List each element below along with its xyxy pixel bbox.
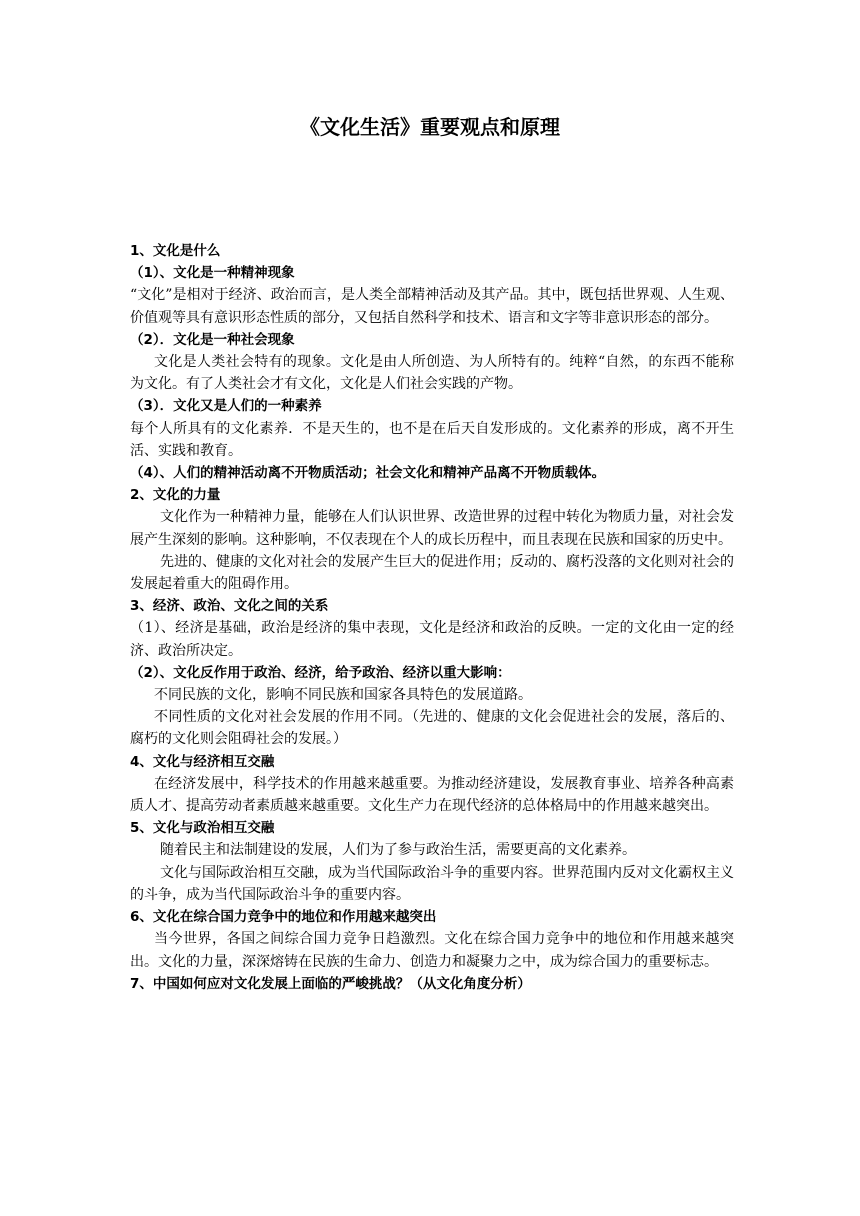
paragraph: 随着民主和法制建设的发展，人们为了参与政治生活，需要更高的文化素养。: [160, 842, 636, 859]
document-title: 《文化生活》重要观点和原理: [300, 115, 560, 139]
subsection-heading: （1）、文化是一种精神现象: [130, 265, 295, 282]
paragraph: 文化与国际政治相互交融，成为当代国际政治斗争的重要内容。世界范围内反对文化霸权主义的斗争，成为当代国际政治斗争的重要内容。: [130, 864, 734, 903]
subsection-heading: （3）．文化又是人们的一种素养: [130, 398, 322, 415]
section-heading: 4、文化与经济相互交融: [130, 753, 275, 770]
subsection-heading: （2）．文化是一种社会现象: [130, 331, 295, 348]
paragraph: “文化”是相对于经济、政治而言，是人类全部精神活动及其产品。其中，既包括世界观、人生观、价值观等具有意识形态性质的部分，又包括自然科学和技术、语言和文字等非意识形态的部分。: [130, 287, 734, 326]
paragraph: 当今世界，各国之间综合国力竞争日趋激烈。文化在综合国力竞争中的地位和作用越来越突出。文化的力量，深深熔铸在民族的生命力、创造力和凝聚力之中，成为综合国力的重要标志。: [130, 931, 734, 970]
paragraph: （1）、经济是基础，政治是经济的集中表现，文化是经济和政治的反映。一定的文化由一定的经济、政治所决定。: [130, 620, 734, 659]
document-body: [130, 240, 734, 995]
paragraph: 不同性质的文化对社会发展的作用不同。（先进的、健康的文化会促进社会的发展，落后的、腐朽的文化则会阻碍社会的发展。）: [130, 709, 734, 748]
section-heading: 5、文化与政治相互交融: [130, 820, 275, 837]
paragraph: 文化作为一种精神力量，能够在人们认识世界、改造世界的过程中转化为物质力量，对社会发展产生深刻的影响。这种影响，不仅表现在个人的成长历程中，而且表现在民族和国家的历史中。: [130, 509, 734, 548]
paragraph: 文化是人类社会特有的现象。文化是由人所创造、为人所特有的。纯粹“自然，的东西不能称为文化。有了人类社会才有文化，文化是人们社会实践的产物。: [130, 354, 734, 393]
subsection-heading: （4）、人们的精神活动离不开物质活动；社会文化和精神产品离不开物质载体。: [130, 465, 606, 482]
section-heading: 7、中国如何应对文化发展上面临的严峻挑战？（从文化角度分析）: [130, 975, 531, 992]
subsection-heading: （2）、文化反作用于政治、经济，给予政治、经济以重大影响：: [130, 664, 511, 681]
section-heading: 2、文化的力量: [130, 487, 221, 504]
paragraph: 每个人所具有的文化素养．不是天生的，也不是在后天自发形成的。文化素养的形成，离不开生活、实践和教育。: [130, 420, 734, 459]
paragraph: 在经济发展中，科学技术的作用越来越重要。为推动经济建设，发展教育事业、培养各种高素质人才、提高劳动者素质越来越重要。文化生产力在现代经济的总体格局中的作用越来越突出。: [130, 775, 734, 815]
paragraph: 不同民族的文化，影响不同民族和国家各具特色的发展道路。: [154, 687, 532, 704]
paragraph: 先进的、健康的文化对社会的发展产生巨大的促进作用；反动的、腐朽没落的文化则对社会的发展起着重大的阻碍作用。: [130, 553, 734, 593]
section-heading: 1、文化是什么: [130, 243, 221, 259]
section-heading: 6、文化在综合国力竞争中的地位和作用越来越突出: [130, 909, 437, 926]
section-heading: 3、经济、政治、文化之间的关系: [130, 598, 329, 615]
